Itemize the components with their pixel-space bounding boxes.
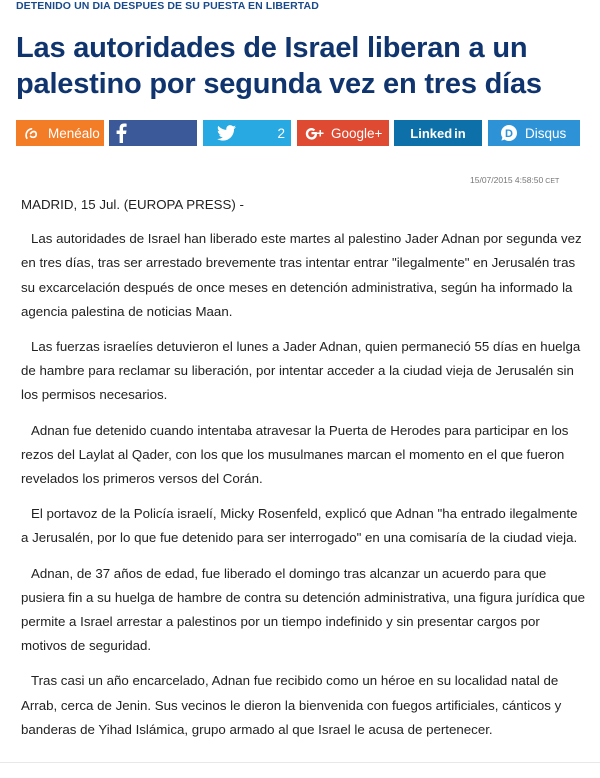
article-body [21,193,587,753]
meneame-icon [23,125,39,141]
article-dateline: MADRID, 15 Jul. (EUROPA PRESS) - [21,197,244,212]
meneame-label: Menéalo [48,125,100,141]
twitter-icon [217,125,236,141]
article-paragraph: Adnan fue detenido cuando intentaba atravesar la Puerta de Herodes para participar en los rezos del Laylat al Qader, con los que los musulmanes marcan el momento en el que fueron revelados los primeros versos del Corán. [21,422,569,487]
article-paragraph: Adnan, de 37 años de edad, fue liberado el domingo tras alcanzar un acuerdo para que pusiera fin a su huelga de hambre de contra su detención administrativa, una figura jurídica que permite a Israel arrestar a palestinos por un tiempo indefinido y sin presentar cargos por motivos de seguridad. [21,565,585,654]
publish-timezone: CET [545,178,560,185]
linkedin-label: Linked [410,125,453,141]
article-paragraph: Las autoridades de Israel han liberado este martes al palestino Jader Adnan por segunda vez en tres días, tras ser arrestado brevemente tras intentar entrar "ilegalmente" en Jerusalén tras su excarcelación después de once meses en detención administrativa, según ha informado la agencia palestina de noticias Maan. [21,231,582,319]
disqus-label: Disqus [525,125,567,141]
page-bottom-divider [0,762,600,778]
facebook-icon [115,123,127,143]
google-plus-share-button[interactable] [297,120,389,146]
svg-text:D: D [505,127,513,140]
article-paragraph: Tras casi un año encarcelado, Adnan fue recibido como un héroe en su localidad natal de Arrab, cerca de Jenin. Sus vecinos le dieron la bienvenida con fuegos artificiales, cánticos y banderas de Yihad Islámica, grupo armado al que Israel le acusa de pertenecer. [21,673,562,737]
meneame-share-button[interactable] [16,120,104,146]
linkedin-in-badge: in [454,125,466,141]
article-paragraph: El portavoz de la Policía israelí, Micky Rosenfeld, explicó que Adnan "ha entrado ilegalmente a Jerusalén, por lo que fue detenido para ser interrogado" en una comisaría de la ciudad vieja. [21,506,578,546]
google-plus-label: Google+ [331,125,383,141]
facebook-share-button[interactable] [109,120,197,146]
section-kicker: DETENIDO UN DIA DESPUES DE SU PUESTA EN LIBERTAD [16,0,319,12]
linkedin-share-button[interactable] [394,120,482,146]
twitter-share-count: 2 [277,125,285,141]
share-bar [16,120,580,146]
google-plus-icon [305,126,325,140]
publish-timestamp [470,175,580,185]
article-paragraph: Las fuerzas israelíes detuvieron el lunes a Jader Adnan, quien permaneció 55 días en huelga de hambre para reclamar su liberación, por intentar acceder a la ciudad vieja de Jerusalén sin los permisos necesarios. [21,339,581,403]
twitter-share-button[interactable] [203,120,291,146]
publish-datetime: 15/07/2015 4:58:50 [470,175,544,185]
page-title: Las autoridades de Israel liberan a un palestino por segunda vez en tres días [16,32,542,100]
disqus-share-button[interactable] [488,120,580,146]
disqus-icon [500,124,518,142]
